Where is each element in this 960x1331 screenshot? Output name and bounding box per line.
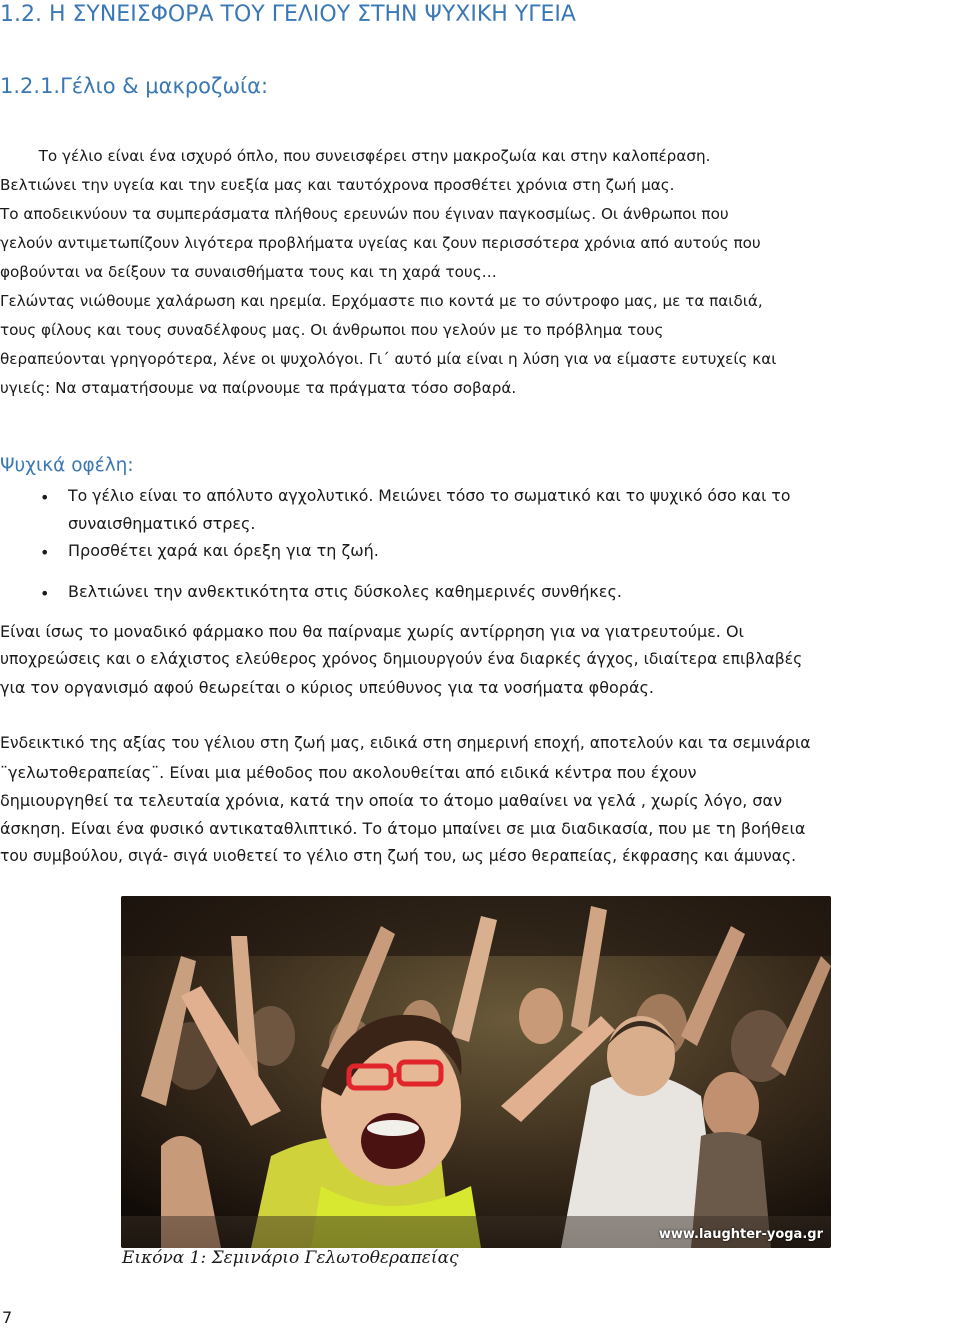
bullet-icon: • <box>40 488 50 507</box>
paragraph-line: υγιείς: Να σταματήσουμε να παίρνουμε τα πράγματα τόσο σοβαρά. <box>0 379 517 397</box>
subsection-heading: 1.2.1.Γέλιο & μακροζωία: <box>0 74 269 98</box>
paragraph-line: γελούν αντιμετωπίζουν λιγότερα προβλήματα υγείας και ζουν περισσότερα χρόνια από αυτούς που <box>0 234 761 252</box>
list-item: Προσθέτει χαρά και όρεξη για τη ζωή. <box>68 541 379 560</box>
figure-caption: Εικόνα 1: Σεμινάριο Γελωτοθεραπείας <box>122 1248 459 1268</box>
paragraph-line: του συμβούλου, σιγά- σιγά υιοθετεί το γέλιο στη ζωή του, ως μέσο θεραπείας, έκφρασης και άμυνας. <box>0 847 797 865</box>
section-heading: 1.2. Η ΣΥΝΕΙΣΦΟΡΑ ΤΟΥ ΓΕΛΙΟΥ ΣΤΗΝ ΨΥΧΙΚΗ ΥΓΕΙΑ <box>0 2 576 27</box>
paragraph-line: Γελώντας νιώθουμε χαλάρωση και ηρεμία. Ερχόμαστε πιο κοντά με το σύντροφο μας, με τα παιδιά, <box>0 292 763 310</box>
paragraph-line: άσκηση. Είναι ένα φυσικό αντικαταθλιπτικό. Το άτομο μπαίνει σε μια διαδικασία, που με τη βοήθεια <box>0 819 806 838</box>
paragraph-line: φοβούνται να δείξουν τα συναισθήματα τους και τη χαρά τους… <box>0 263 497 281</box>
benefits-heading: Ψυχικά οφέλη: <box>0 455 134 476</box>
list-item-continued: συναισθηματικό στρες. <box>68 514 256 533</box>
paragraph-line: τους φίλους και τους συναδέλφους μας. Οι άνθρωποι που γελούν με το πρόβλημα τους <box>0 321 664 339</box>
paragraph-line: ¨γελωτοθεραπείας¨. Είναι μια μέθοδος που ακολουθείται από ειδικά κέντρα που έχουν <box>0 763 697 782</box>
paragraph-line: Ενδεικτικό της αξίας του γέλιου στη ζωή μας, ειδικά στη σημερινή εποχή, αποτελούν και τα σεμινάρια <box>0 734 811 752</box>
page-number: 7 <box>2 1308 13 1327</box>
paragraph-line: για τον οργανισμό αφού θεωρείται ο κύριος υπεύθυνος για τα νοσήματα φθοράς. <box>0 678 654 697</box>
laughter-seminar-photo <box>121 896 831 1248</box>
photo-watermark: www.laughter-yoga.gr <box>658 1227 823 1242</box>
paragraph-line: δημιουργηθεί τα τελευταία χρόνια, κατά την οποία το άτομο μαθαίνει να γελά , χωρίς λόγο, σαν <box>0 791 783 810</box>
paragraph-line: Είναι ίσως το μοναδικό φάρμακο που θα παίρναμε χωρίς αντίρρηση για να γιατρευτούμε. Οι <box>0 622 744 641</box>
paragraph-line: Το αποδεικνύουν τα συμπεράσματα πλήθους ερευνών που έγιναν παγκοσμίως. Οι άνθρωποι που <box>0 205 729 223</box>
paragraph-line: Βελτιώνει την υγεία και την ευεξία μας και ταυτόχρονα προσθέτει χρόνια στη ζωή μας. <box>0 176 675 194</box>
bullet-icon: • <box>40 543 50 562</box>
bullet-icon: • <box>40 584 50 603</box>
list-item: Βελτιώνει την ανθεκτικότητα στις δύσκολες καθημερινές συνθήκες. <box>68 582 622 601</box>
paragraph-line: θεραπεύονται γρηγορότερα, λένε οι ψυχολόγοι. Γι΄ αυτό μία είναι η λύση για να είμαστε ευτυχείς και <box>0 350 777 368</box>
list-item: Το γέλιο είναι το απόλυτο αγχολυτικό. Μειώνει τόσο το σωματικό και το ψυχικό όσο και το <box>68 486 791 505</box>
paragraph-line: Το γέλιο είναι ένα ισχυρό όπλο, που συνεισφέρει στην μακροζωία και στην καλοπέραση. <box>0 147 711 165</box>
paragraph-line: υποχρεώσεις και ο ελάχιστος ελεύθερος χρόνος δημιουργούν ένα διαρκές άγχος, ιδιαίτερα επιβλαβές <box>0 650 803 668</box>
